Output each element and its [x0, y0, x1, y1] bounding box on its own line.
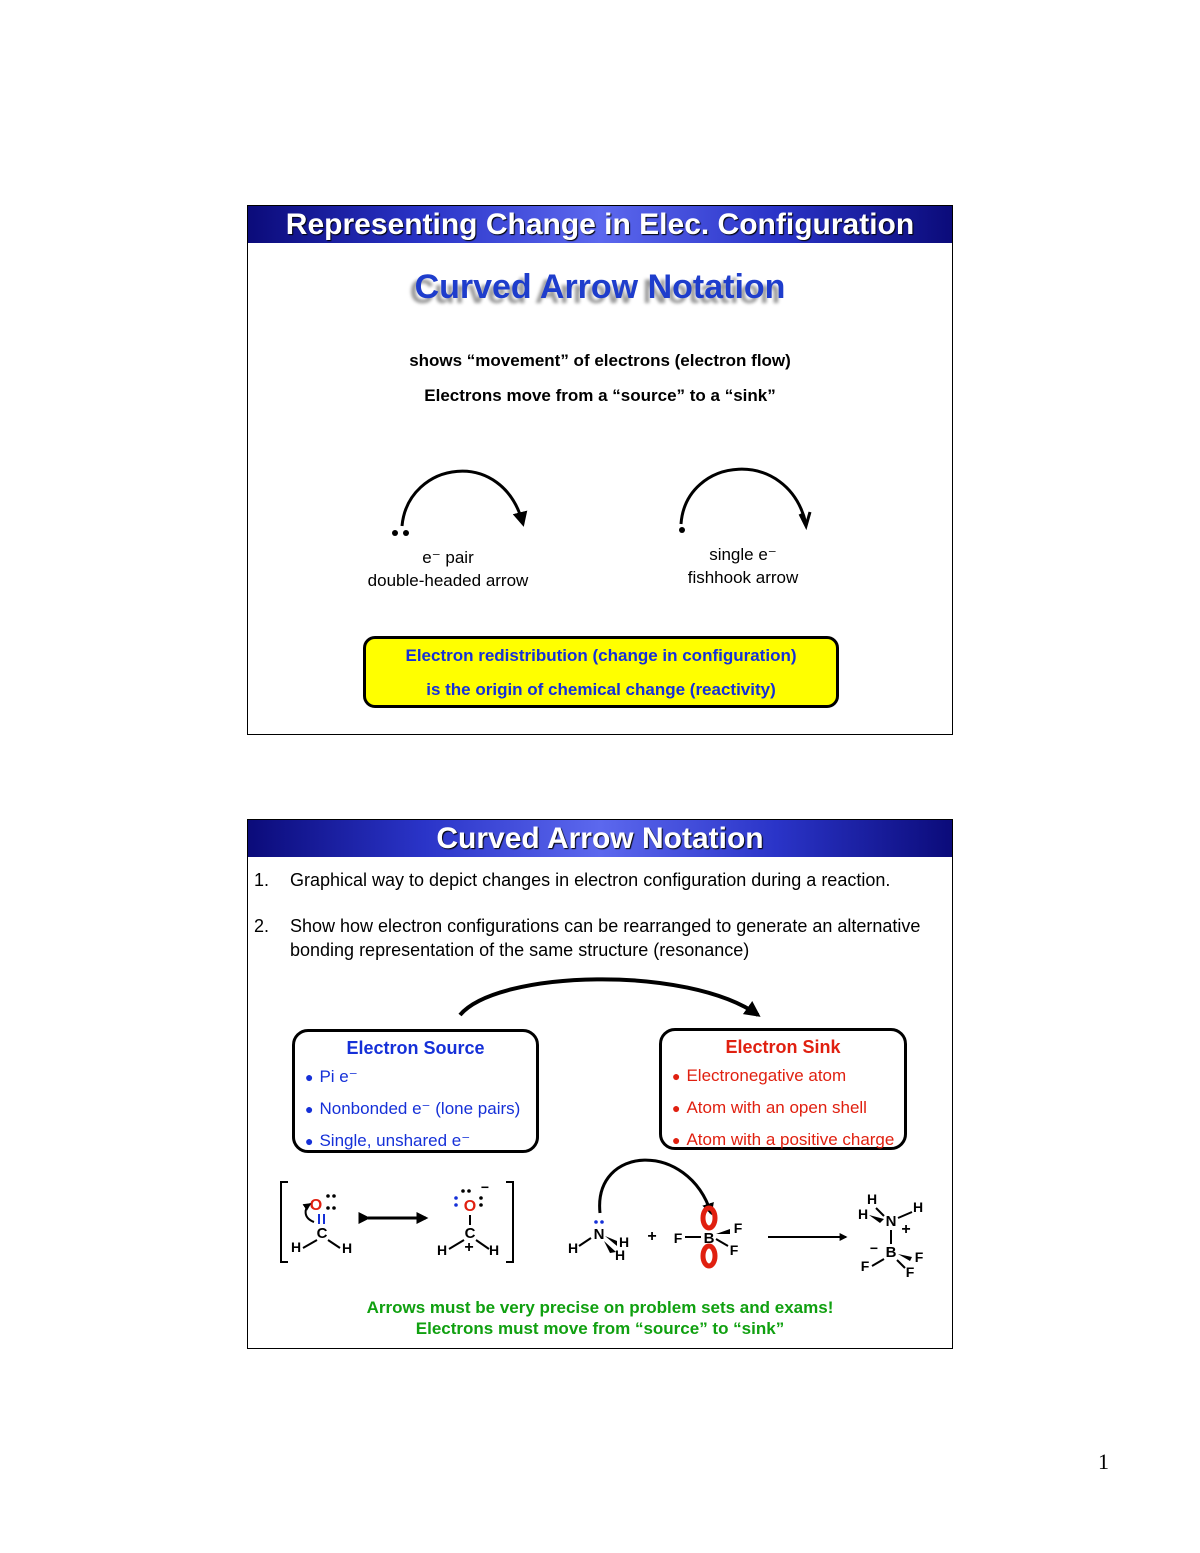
list-item: ● Atom with an open shell [672, 1098, 867, 1117]
positive-charge-label: + [901, 1221, 911, 1238]
list-item: ● Nonbonded e⁻ (lone pairs) [305, 1099, 521, 1118]
hydrogen-atom-label: H [614, 1247, 626, 1263]
list-item: ● Electronegative atom [672, 1066, 847, 1085]
list-item: ● Atom with a positive charge [672, 1130, 895, 1149]
electron-pair-dot-icon [392, 530, 398, 536]
fluorine-atom-label: F [860, 1258, 870, 1274]
slide-1 [247, 205, 953, 735]
hydrogen-atom-label: H [290, 1239, 302, 1255]
plus-sign: + [647, 1228, 657, 1245]
callout-box: Electron redistribution (change in configuration) is the origin of chemical change (reactivity) [363, 636, 839, 708]
pair-arrow-label: e⁻ pair double-headed arrow [367, 548, 529, 590]
fluorine-atom-label: F [733, 1220, 743, 1236]
lone-pair-arrow-icon [600, 1160, 711, 1213]
oxygen-atom-label: O [309, 1197, 323, 1214]
slide-1-title: Representing Change in Elec. Configuration [248, 206, 952, 243]
fluorine-atom-label: F [905, 1264, 915, 1280]
hydrogen-atom-label: H [488, 1242, 500, 1258]
nitrogen-atom-label: N [593, 1226, 605, 1243]
left-bracket-icon [281, 1182, 288, 1262]
slide-1-heading: Curved Arrow Notation [414, 268, 786, 306]
double-headed-arrow-icon [402, 471, 523, 526]
hydrogen-atom-label: H [567, 1240, 579, 1256]
hydrogen-atom-label: H [912, 1199, 924, 1215]
positive-charge-label: + [464, 1239, 474, 1256]
single-electron-dot-icon [679, 527, 685, 533]
carbon-atom-label: C [464, 1225, 476, 1242]
boron-atom-label: B [885, 1244, 897, 1261]
fluorine-atom-label: F [729, 1242, 739, 1258]
footer-note: Arrows must be very precise on problem sets and exams! Electrons must move from “source” to “sink” [366, 1298, 834, 1338]
hydrogen-atom-label: H [866, 1191, 878, 1207]
boron-atom-label: B [703, 1230, 715, 1247]
slide-2-title: Curved Arrow Notation [248, 820, 952, 857]
oxygen-atom-label: O [463, 1198, 477, 1215]
definition-line: shows “movement” of electrons (electron flow) [409, 351, 791, 370]
fishhook-arrow-icon [681, 469, 806, 524]
fishhook-arrow-label: single e⁻ fishhook arrow [687, 545, 799, 587]
hydrogen-atom-label: H [857, 1206, 869, 1222]
page-number: 1 [1098, 1449, 1109, 1474]
electron-source-box: Electron Source ● Pi e⁻ ● Nonbonded e⁻ (lone pairs) ● Single, unshared e⁻ [292, 1029, 539, 1153]
list-item: ● Single, unshared e⁻ [305, 1131, 471, 1150]
reaction-diagram [248, 820, 954, 1350]
list-item: 1. Graphical way to depict changes in electron configuration during a reaction. [254, 870, 891, 890]
electron-sink-box: Electron Sink ● Electronegative atom ● Atom with an open shell ● Atom with a positive charge [659, 1028, 907, 1150]
right-bracket-icon [506, 1182, 513, 1262]
carbon-atom-label: C [316, 1225, 328, 1242]
electron-pair-dot-icon [403, 530, 409, 536]
hydrogen-atom-label: H [618, 1234, 630, 1250]
slide-2 [247, 819, 953, 1349]
hydrogen-atom-label: H [341, 1240, 353, 1256]
source-sink-line: Electrons move from a “source” to a “sink” [424, 386, 776, 405]
list-item: 2. Show how electron configurations can be rearranged to generate an alternative bonding representation of the same structure (resonance) [254, 916, 921, 960]
source-to-sink-arrow-icon [460, 979, 758, 1015]
negative-charge-label: − [480, 1179, 490, 1195]
empty-p-orbital-icon [703, 1246, 715, 1266]
negative-charge-label: − [869, 1240, 879, 1256]
hydrogen-atom-label: H [436, 1242, 448, 1258]
fluorine-atom-label: F [673, 1230, 683, 1246]
list-item: ● Pi e⁻ [305, 1067, 358, 1086]
fluorine-atom-label: F [914, 1249, 924, 1265]
nitrogen-atom-label: N [885, 1213, 897, 1230]
